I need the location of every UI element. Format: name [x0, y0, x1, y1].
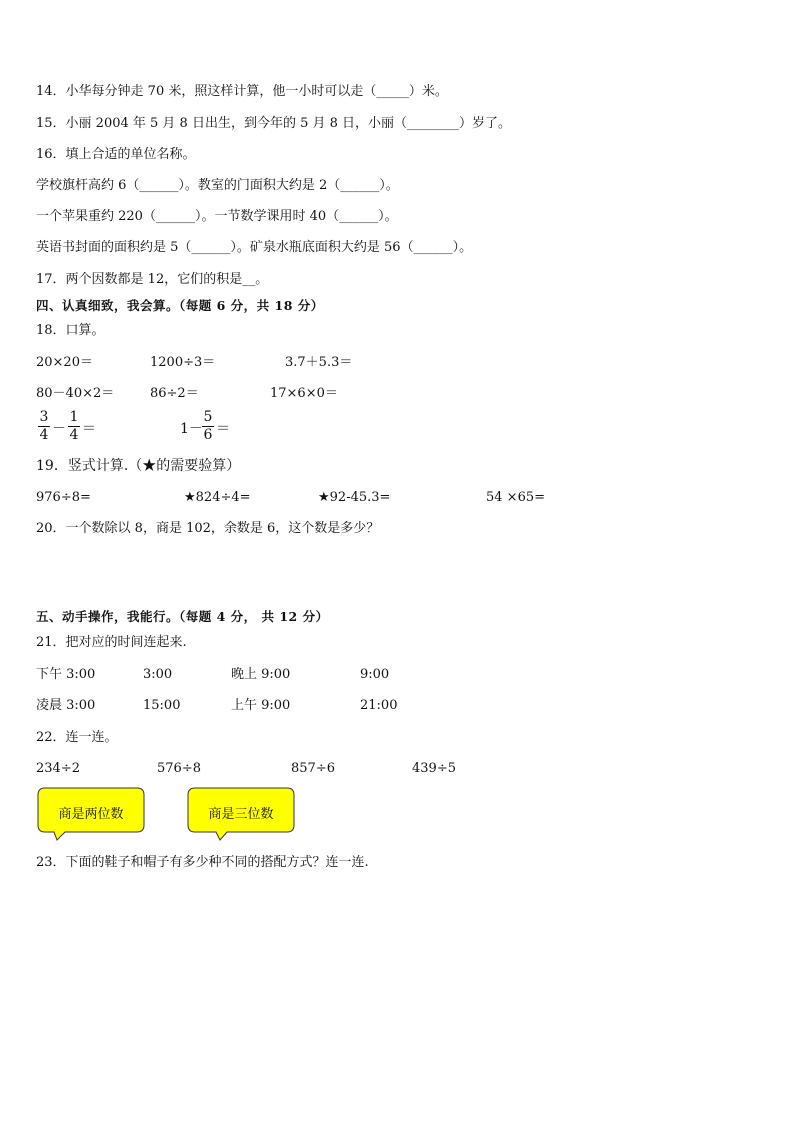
question-14: 14．小华每分钟走 70 米，照这样计算，他一小时可以走（_____）米。	[36, 84, 448, 99]
time-item: 下午 3:00	[36, 667, 96, 682]
time-item: 15:00	[143, 698, 181, 713]
callout-label: 商是两位数	[58, 807, 124, 822]
question-22-title: 22．连一连。	[36, 730, 118, 745]
oral-calc-item: 17×6×0＝	[270, 386, 338, 401]
fraction-denominator: 6	[203, 427, 213, 443]
question-15: 15．小丽 2004 年 5 月 8 日出生，到今年的 5 月 8 日，小丽（________）岁了。	[36, 116, 512, 131]
question-23: 23．下面的鞋子和帽子有多少种不同的搭配方式？连一连.	[36, 855, 369, 870]
division-item: 439÷5	[412, 761, 456, 776]
time-item: 9:00	[360, 667, 390, 682]
time-item: 3:00	[143, 667, 173, 682]
question-19-title: 19．竖式计算.（★的需要验算）	[36, 458, 241, 474]
equals-sign: ＝	[82, 421, 96, 437]
time-item: 上午 9:00	[231, 698, 291, 713]
time-item: 21:00	[360, 698, 398, 713]
time-item: 凌晨 3:00	[36, 698, 96, 713]
minus-sign: －	[52, 421, 66, 437]
oral-calc-item: 80－40×2＝	[36, 386, 115, 401]
fraction-numerator: 5	[203, 409, 213, 425]
question-17: 17．两个因数都是 12，它们的积是__。	[36, 272, 269, 287]
oral-calc-item: 1200÷3＝	[150, 355, 216, 370]
question-16-line-1: 学校旗杆高约 6（______）。教室的门面积大约是 2（______）。	[36, 178, 399, 193]
one-minus: 1－	[180, 421, 203, 437]
time-item: 晚上 9:00	[231, 667, 291, 682]
division-item: 857÷6	[291, 761, 335, 776]
oral-calc-item: 3.7＋5.3＝	[285, 355, 353, 370]
division-item: 234÷2	[36, 761, 80, 776]
question-20: 20．一个数除以 8，商是 102，余数是 6，这个数是多少？	[36, 521, 380, 536]
fraction-five-sixths	[202, 410, 214, 443]
callout-three-digit-quotient	[187, 787, 295, 841]
section-5-heading: 五、动手操作，我能行。（每题 4 分， 共 12 分）	[36, 609, 329, 624]
oral-calc-item: 20×20＝	[36, 355, 93, 370]
vertical-calc-item: 976÷8=	[36, 490, 91, 505]
question-16-line-2: 一个苹果重约 220（______）。一节数学课用时 40（______）。	[36, 209, 398, 224]
division-item: 576÷8	[157, 761, 201, 776]
fraction-three-quarters	[38, 410, 50, 443]
fraction-denominator: 4	[69, 427, 79, 443]
question-21-title: 21．把对应的时间连起来.	[36, 635, 187, 650]
vertical-calc-item: ★824÷4=	[184, 490, 251, 505]
vertical-calc-item: ★92-45.3=	[318, 490, 391, 505]
oral-calc-item: 86÷2＝	[150, 386, 199, 401]
callout-label: 商是三位数	[208, 807, 274, 822]
vertical-calc-item: 54 ×65=	[486, 490, 546, 505]
equals-sign: ＝	[216, 421, 230, 437]
section-4-heading: 四、认真细致，我会算。（每题 6 分，共 18 分）	[36, 298, 324, 313]
fraction-denominator: 4	[39, 427, 49, 443]
question-16-title: 16．填上合适的单位名称。	[36, 147, 196, 162]
callout-two-digit-quotient	[37, 787, 145, 841]
fraction-numerator: 3	[39, 409, 49, 425]
question-16-line-3: 英语书封面的面积约是 5（______）。矿泉水瓶底面积大约是 56（______）。	[36, 240, 473, 255]
fraction-one-quarter	[68, 410, 80, 443]
fraction-numerator: 1	[69, 409, 79, 425]
question-18-title: 18．口算。	[36, 323, 105, 338]
